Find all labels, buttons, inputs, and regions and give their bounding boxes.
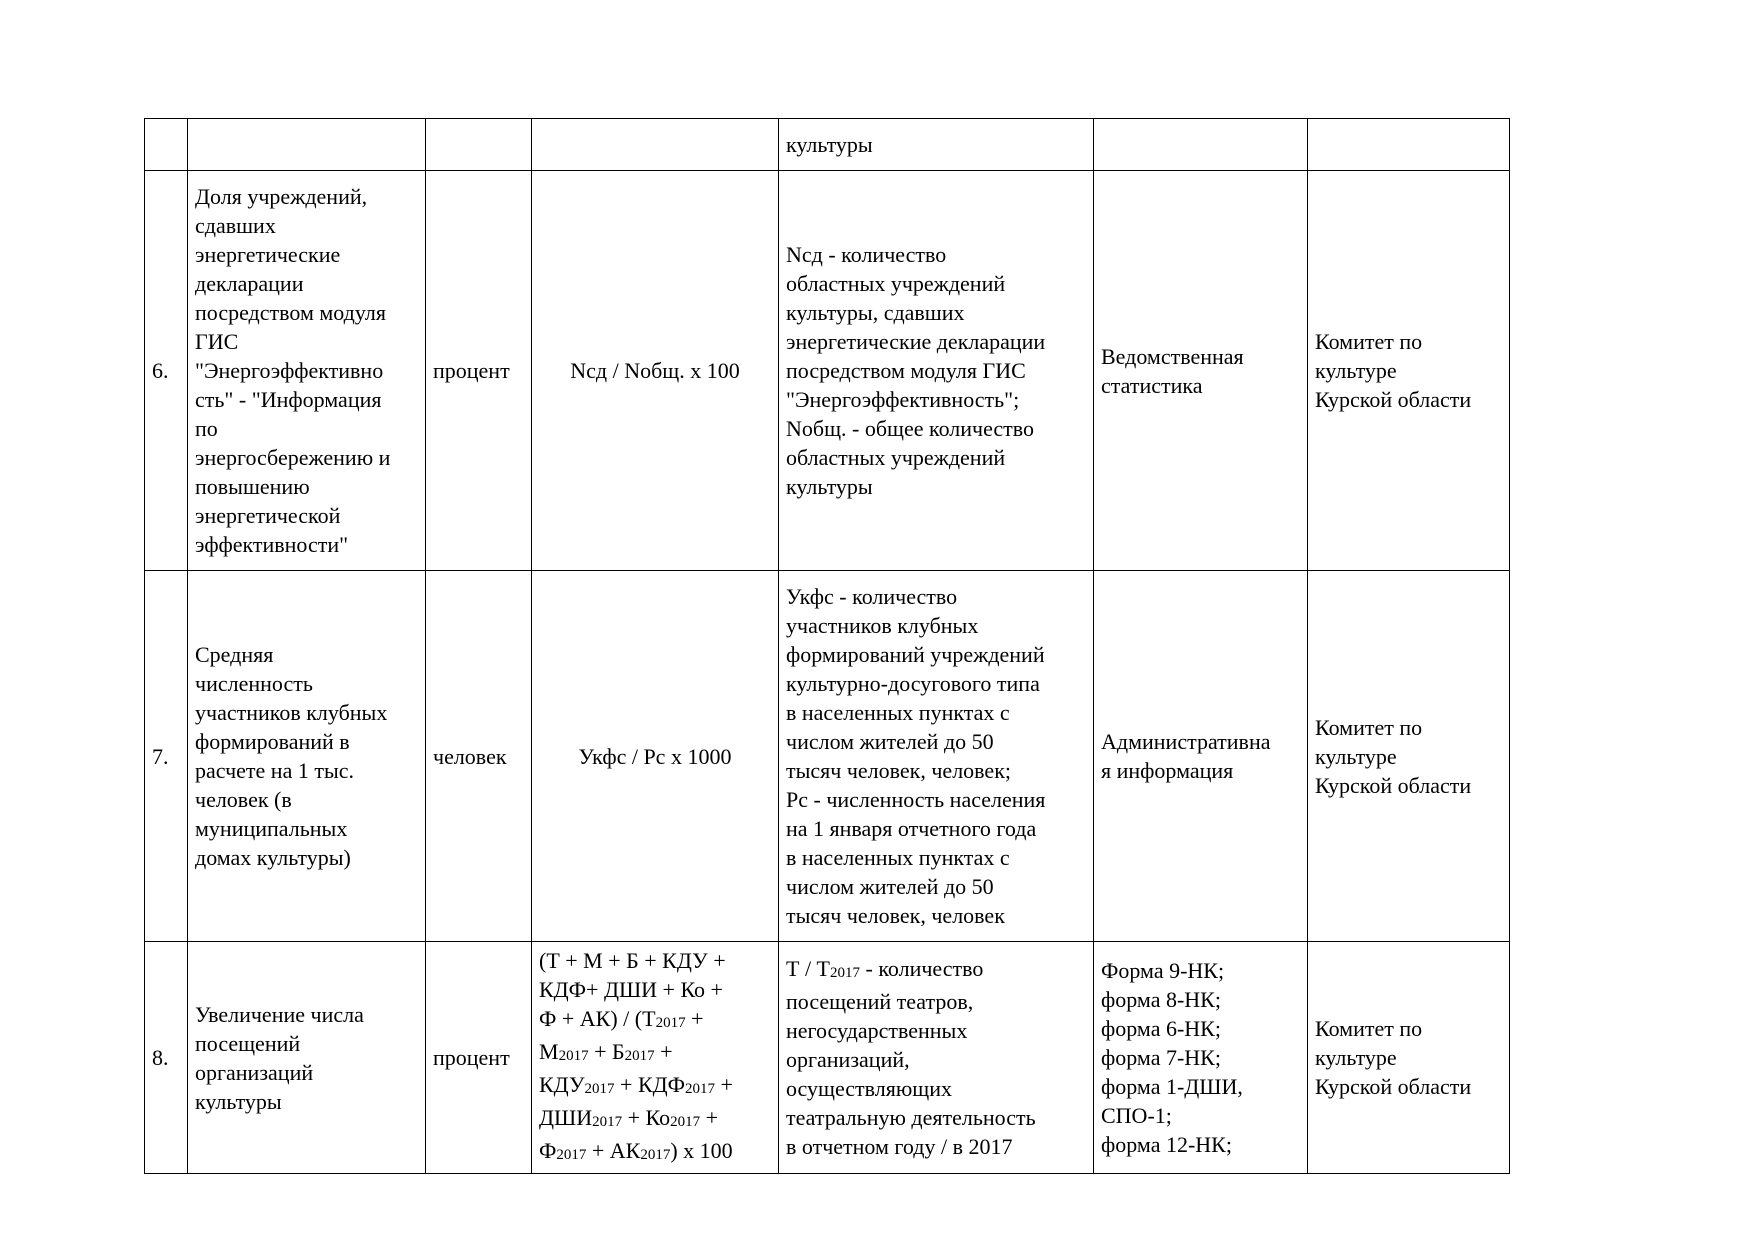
text-line: статистика	[1101, 372, 1203, 398]
formula-fragment: +	[654, 1039, 673, 1064]
text-line: формирований учреждений	[786, 642, 1045, 667]
text-line: энергосбережению и	[195, 445, 391, 470]
text-line: по	[195, 416, 218, 441]
formula-fragment: +	[685, 1006, 704, 1031]
data-source	[1094, 571, 1308, 942]
text-line: областных учреждений	[786, 271, 1006, 296]
text-line: числом жителей до 50	[786, 874, 994, 899]
formula-fragment: + Ко	[622, 1105, 671, 1130]
formula	[532, 942, 779, 1174]
text-line: Рс - численность населения	[786, 787, 1046, 812]
formula-fragment: М	[539, 1039, 559, 1064]
text-line: СПО-1;	[1101, 1103, 1172, 1128]
text-line: Средняя	[195, 642, 274, 667]
text-line: Nобщ. - общее количество	[786, 416, 1035, 441]
text-line: формирований в	[195, 729, 350, 754]
text-line: тысяч человек, человек	[786, 903, 1005, 928]
responsible	[1308, 571, 1510, 942]
text-line	[539, 1070, 771, 1103]
text-line: Курской области	[1315, 772, 1472, 798]
text-line: негосударственных	[786, 1018, 968, 1043]
indicator-name	[188, 942, 426, 1174]
unit-cell	[426, 119, 532, 171]
text-line: числом жителей до 50	[786, 729, 994, 754]
text-line: посещений	[195, 1030, 301, 1056]
text-line: в населенных пунктах с	[786, 845, 1010, 870]
year-subscript: 2017	[830, 965, 860, 981]
text-line	[539, 975, 771, 1004]
formula-fragment: +	[700, 1105, 719, 1130]
data-source	[1094, 942, 1308, 1174]
text-line: муниципальных	[195, 816, 348, 841]
text-line: театральную деятельность	[786, 1105, 1036, 1130]
responsible-cell	[1308, 119, 1510, 171]
formula-fragment: + Б	[588, 1039, 625, 1064]
year-subscript: 2017	[584, 1081, 615, 1097]
description	[779, 171, 1094, 571]
text-line: я информация	[1101, 758, 1234, 783]
row-number: 6.	[145, 171, 188, 571]
text-line: Комитет по	[1315, 1016, 1423, 1041]
text-line: Административна	[1101, 729, 1271, 754]
year-subscript: 2017	[640, 1147, 671, 1163]
text-line: ГИС	[195, 329, 239, 354]
text-line	[539, 1037, 771, 1070]
text-line: тысяч человек, человек;	[786, 758, 1011, 783]
description	[779, 942, 1094, 1174]
year-subscript: 2017	[670, 1114, 701, 1130]
formula-fragment: ) х 100	[670, 1138, 733, 1163]
text-line: культуры	[786, 474, 873, 499]
text-line	[539, 1004, 771, 1037]
text-line	[786, 954, 1086, 987]
data-source	[1094, 171, 1308, 571]
text-line: форма 1-ДШИ,	[1101, 1074, 1243, 1099]
text-line: культуры	[195, 1088, 282, 1114]
text-line: культурно-досугового типа	[786, 671, 1040, 696]
text-line: культуре	[1315, 1045, 1397, 1070]
text-line: численность	[195, 671, 313, 696]
responsible	[1308, 171, 1510, 571]
unit-of-measure: процент	[426, 942, 532, 1174]
text-line: энергетические декларации	[786, 329, 1046, 354]
text-line: Увеличение числа	[195, 1001, 364, 1027]
row-number: 8.	[145, 942, 188, 1174]
table-row-6	[145, 171, 1510, 571]
text-line: сдавших	[195, 213, 276, 238]
year-subscript: 2017	[592, 1114, 623, 1130]
formula-fragment: Ф + АК) / (Т	[539, 1006, 656, 1031]
text-line: эффективности"	[195, 532, 349, 557]
indicators-table	[144, 118, 1510, 1174]
description	[779, 571, 1094, 942]
formula: Укфс / Рс х 1000	[532, 571, 779, 942]
row-number: 7.	[145, 571, 188, 942]
text-line: Форма 9-НК;	[1101, 958, 1225, 983]
num-cell	[145, 119, 188, 171]
text-line: расчете на 1 тыс.	[195, 758, 354, 783]
indicator-name	[188, 571, 426, 942]
text-line: "Энергоэффективность";	[786, 387, 1020, 412]
formula-fragment: Ф	[539, 1138, 557, 1163]
year-subscript: 2017	[556, 1147, 587, 1163]
text-line: в отчетном году / в 2017	[786, 1134, 1013, 1159]
year-subscript: 2017	[624, 1048, 655, 1064]
text-line: Ведомственная	[1101, 343, 1244, 369]
text-line: Доля учреждений,	[195, 184, 368, 209]
text-line: культуре	[1315, 358, 1397, 383]
text-line: Nсд - количество	[786, 242, 947, 267]
text-line: организаций,	[786, 1047, 910, 1072]
formula-cell	[532, 119, 779, 171]
text-line: в населенных пунктах с	[786, 700, 1010, 725]
text-line: форма 7-НК;	[1101, 1045, 1221, 1070]
formula-fragment: КДУ	[539, 1072, 585, 1097]
text-line: сть" - "Информация	[195, 387, 382, 412]
formula-fragment: (Т + М + Б + КДУ +	[539, 948, 726, 973]
year-subscript: 2017	[655, 1015, 686, 1031]
text-line: организаций	[195, 1059, 314, 1085]
text-line: форма 12-НК;	[1101, 1132, 1232, 1157]
year-subscript: 2017	[685, 1081, 715, 1097]
text-line	[539, 946, 771, 975]
formula: Nсд / Nобщ. х 100	[532, 171, 779, 571]
table-row-continuation	[145, 119, 1510, 171]
text-line: домах культуры)	[195, 845, 351, 870]
unit-of-measure: человек	[426, 571, 532, 942]
text-line: энергетической	[195, 503, 341, 528]
text-line: посещений театров,	[786, 989, 974, 1014]
text-line: осуществляющих	[786, 1076, 952, 1101]
formula-fragment: КДФ+ ДШИ + Ко +	[539, 977, 723, 1002]
responsible	[1308, 942, 1510, 1174]
text-line: Курской области	[1315, 387, 1472, 412]
text-line: культуре	[1315, 743, 1397, 769]
name-cell	[188, 119, 426, 171]
source-cell	[1094, 119, 1308, 171]
text-line: участников клубных	[195, 700, 388, 725]
text-line: человек (в	[195, 787, 292, 812]
indicator-name	[188, 171, 426, 571]
text-line: Комитет по	[1315, 329, 1423, 354]
text-line: форма 6-НК;	[1101, 1016, 1221, 1041]
table-row-8	[145, 942, 1510, 1174]
text-line: культуры, сдавших	[786, 300, 965, 325]
formula-fragment: + КДФ	[614, 1072, 685, 1097]
text-line: Укфс - количество	[786, 584, 958, 609]
formula-fragment: ДШИ	[539, 1105, 593, 1130]
text-line	[539, 1103, 771, 1136]
table-row-7	[145, 571, 1510, 942]
description-text: культуры	[786, 132, 873, 157]
formula-fragment: +	[715, 1072, 733, 1097]
text-line	[539, 1136, 771, 1169]
text-line: "Энергоэффективно	[195, 358, 384, 383]
text-line: Курской области	[1315, 1074, 1472, 1099]
text-line: участников клубных	[786, 613, 979, 638]
text-line: Комитет по	[1315, 714, 1423, 740]
text-line: посредством модуля ГИС	[786, 358, 1026, 383]
text-line: декларации	[195, 271, 304, 296]
description-fragment: Т / Т	[786, 956, 830, 981]
description-cell	[779, 119, 1094, 171]
description-fragment: - количество	[860, 956, 984, 981]
text-line: на 1 января отчетного года	[786, 816, 1037, 841]
text-line: энергетические	[195, 242, 341, 267]
text-line: посредством модуля	[195, 300, 386, 325]
text-line: повышению	[195, 474, 310, 499]
year-subscript: 2017	[558, 1048, 589, 1064]
text-line: форма 8-НК;	[1101, 987, 1221, 1012]
formula-fragment: + АК	[586, 1138, 641, 1163]
unit-of-measure: процент	[426, 171, 532, 571]
text-line: областных учреждений	[786, 445, 1006, 470]
